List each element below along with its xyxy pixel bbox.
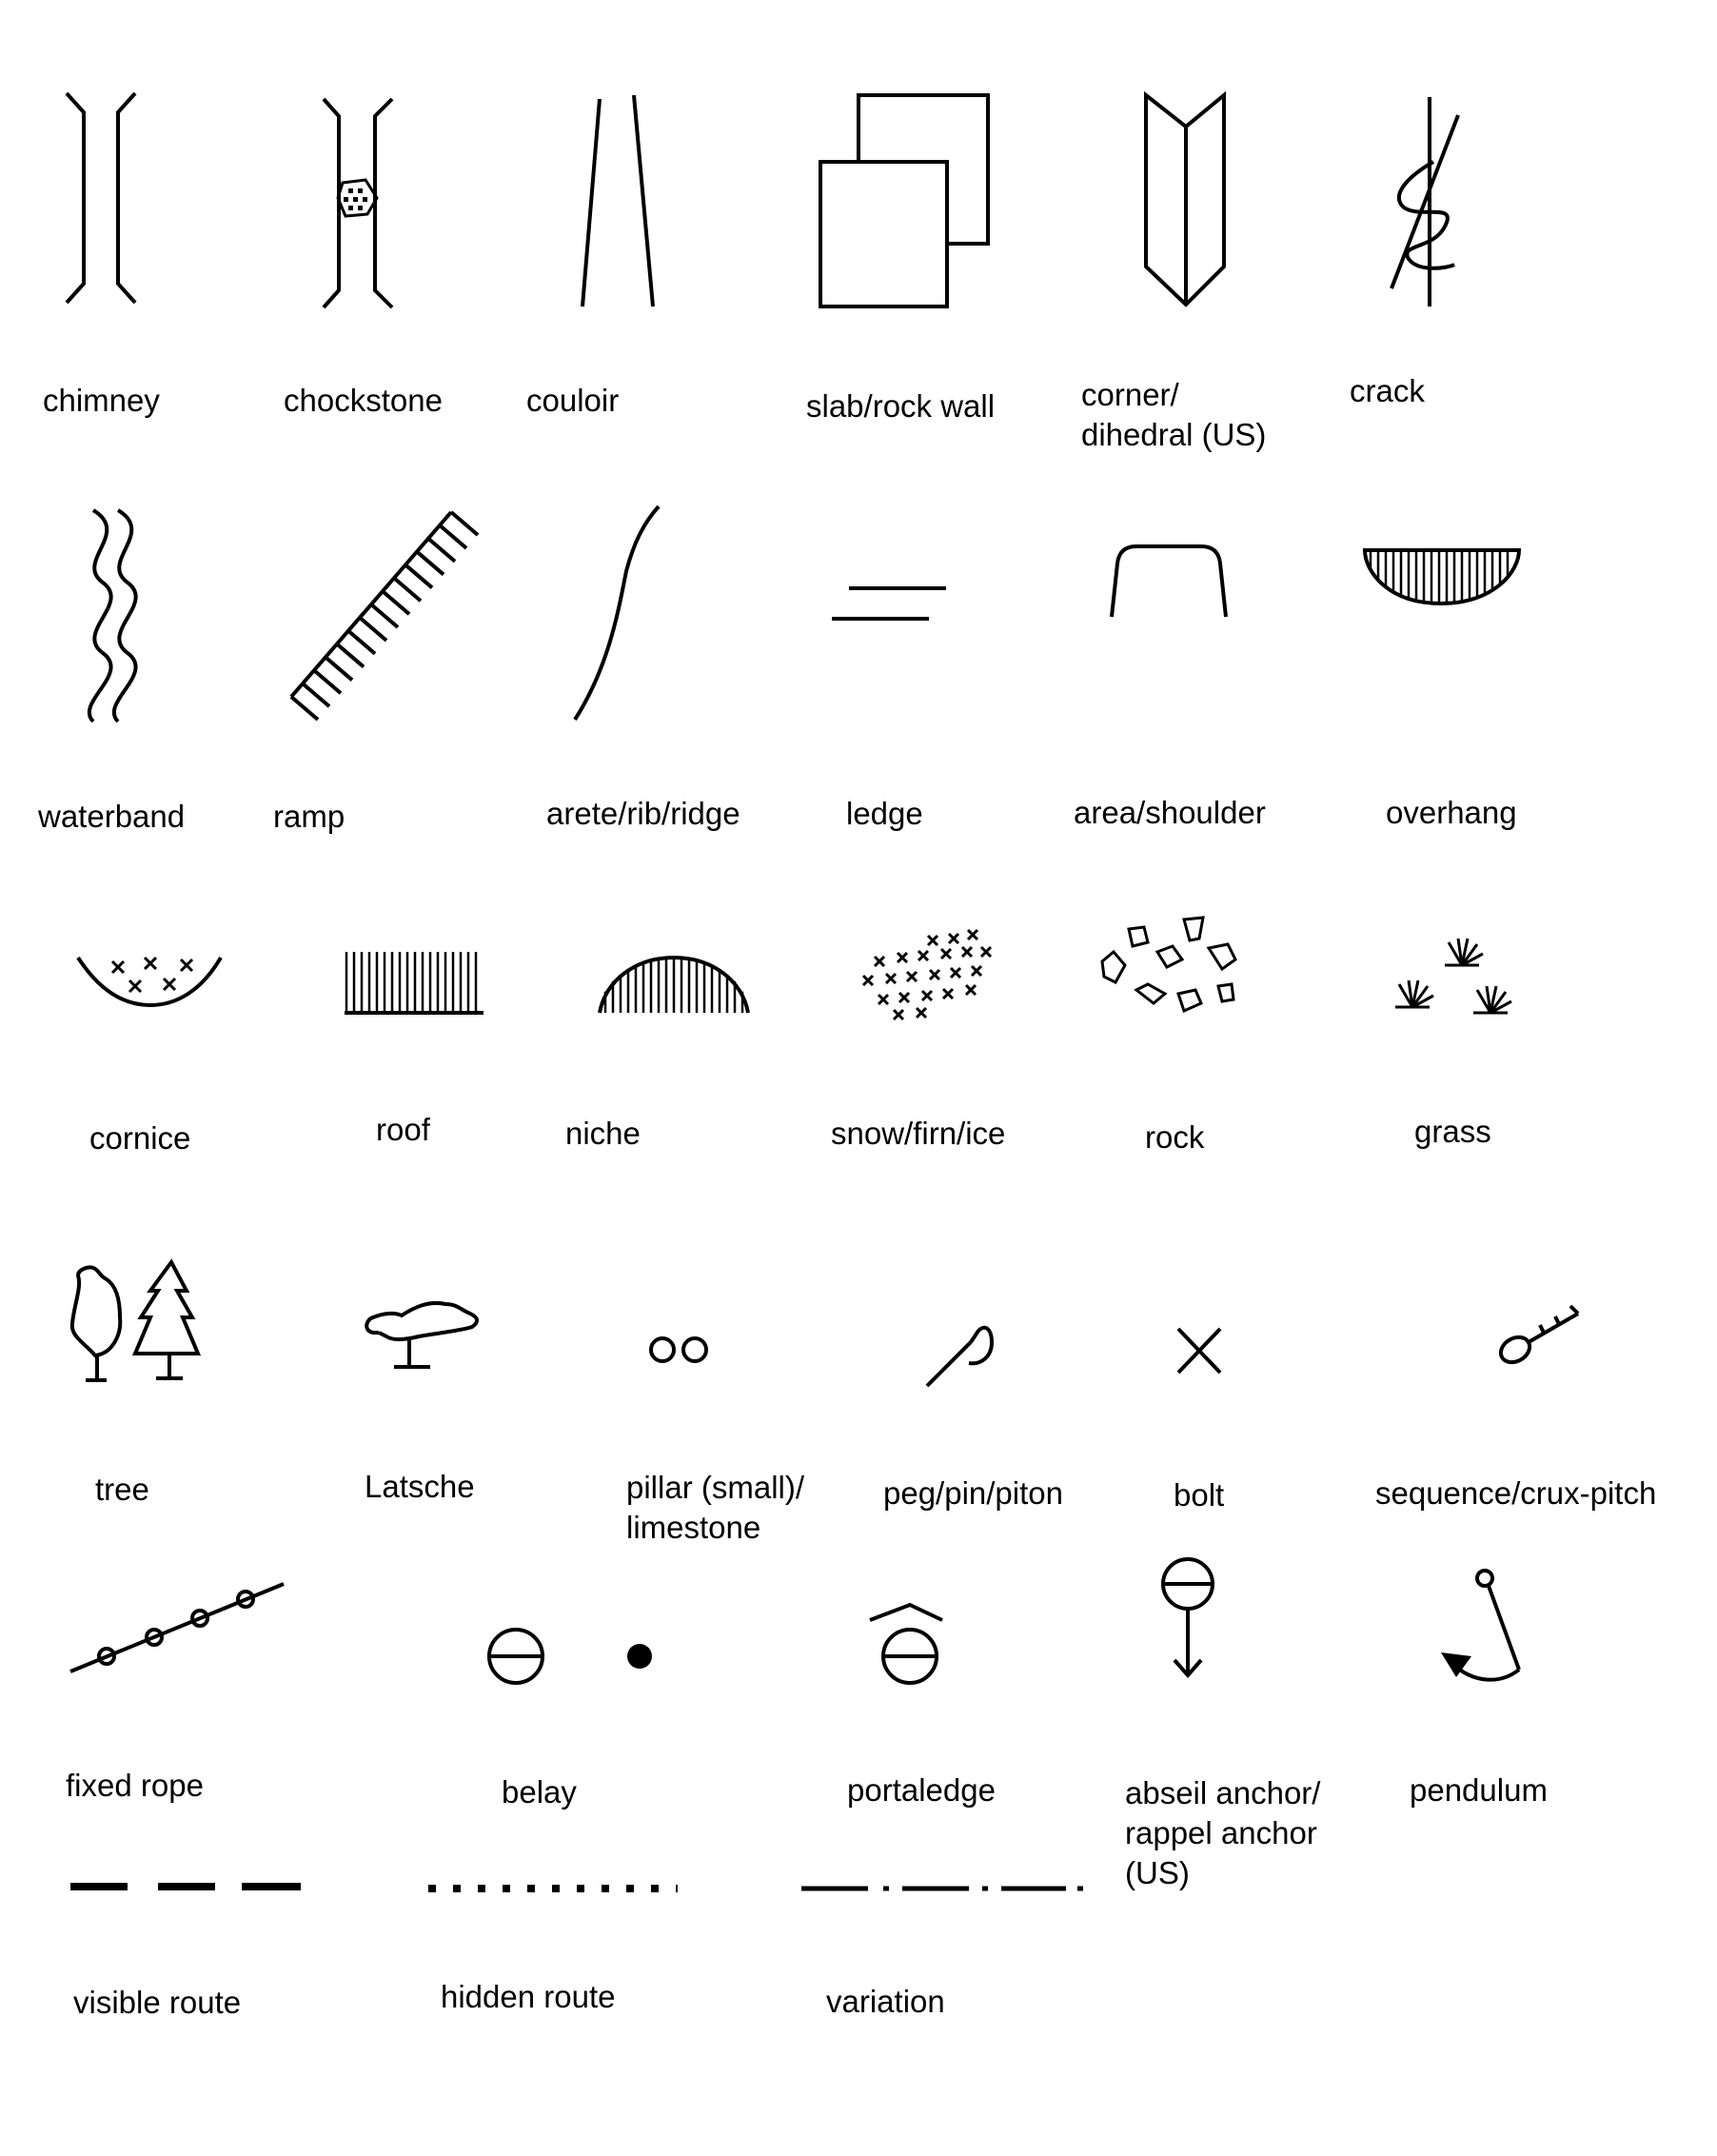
label-fixed-rope: fixed rope [66, 1768, 204, 1803]
label-cornice: cornice [89, 1120, 191, 1156]
chimney-symbol [67, 93, 135, 303]
label-area-shoulder: area/shoulder [1074, 795, 1266, 830]
overhang-symbol [1365, 550, 1519, 603]
label-bolt: bolt [1174, 1477, 1225, 1513]
label-chimney: chimney [43, 383, 160, 418]
snow-firn-ice-symbol [863, 930, 991, 1019]
label-waterband: waterband [38, 799, 186, 834]
ramp-tick [291, 697, 318, 720]
arete-rib-ridge-symbol [575, 506, 659, 720]
tree-symbol [72, 1262, 198, 1380]
crack-symbol [1391, 97, 1458, 307]
ramp-symbol [291, 512, 478, 720]
label-visible-route: visible route [73, 1985, 242, 2020]
label-pendulum: pendulum [1410, 1772, 1548, 1808]
roof-symbol [345, 952, 484, 1013]
label-overhang: overhang [1386, 795, 1517, 830]
ramp-tick [428, 539, 455, 562]
ramp-tick [314, 670, 341, 693]
niche-symbol [600, 958, 748, 1013]
ramp-tick [383, 591, 409, 614]
label-portaledge: portaledge [847, 1772, 996, 1808]
label-arete-rib-ridge: arete/rib/ridge [546, 796, 740, 831]
pendulum-symbol [1441, 1571, 1519, 1680]
fixed-rope-symbol [70, 1584, 284, 1671]
label-crack: crack [1350, 373, 1425, 408]
label-ledge: ledge [846, 796, 923, 831]
label-latsche: Latsche [365, 1469, 475, 1504]
ramp-tick [417, 552, 444, 575]
corner-dihedral-symbol [1146, 95, 1224, 305]
ramp-tick [451, 512, 478, 535]
ramp-tick [337, 644, 364, 667]
ramp-tick [440, 525, 466, 548]
label-tree: tree [95, 1472, 149, 1507]
ramp-tick [405, 564, 432, 587]
ramp-tick [394, 578, 421, 601]
label-slab-rock-wall: slab/rock wall [806, 388, 996, 424]
ramp-tick [360, 618, 386, 641]
label-hidden-route: hidden route [441, 1979, 616, 2014]
ramp-tick [326, 657, 352, 680]
abseil-rappel-anchor-symbol [1163, 1559, 1213, 1675]
label-ramp: ramp [273, 799, 345, 834]
label-abseil-rappel-anchor: abseil anchor/ rappel anchor (US) [1125, 1775, 1321, 1890]
label-snow-firn-ice: snow/firn/ice [831, 1116, 1006, 1151]
sequence-crux-pitch-symbol [1496, 1306, 1578, 1367]
belay-symbol [489, 1630, 652, 1683]
bolt-symbol [1178, 1329, 1220, 1373]
grass-symbol [1395, 939, 1511, 1013]
ramp-tick [371, 604, 398, 627]
couloir-symbol [582, 95, 653, 307]
label-rock: rock [1145, 1119, 1205, 1155]
label-niche: niche [565, 1116, 641, 1151]
slab-rock-wall-symbol [820, 95, 988, 307]
label-peg-pin-piton: peg/pin/piton [883, 1475, 1063, 1511]
ledge-symbol [832, 588, 946, 619]
chockstone-symbol [324, 99, 392, 307]
waterband-symbol [89, 510, 136, 722]
area-shoulder-symbol [1112, 546, 1226, 617]
label-sequence-crux-pitch: sequence/crux-pitch [1375, 1475, 1657, 1511]
ramp-tick [348, 631, 375, 654]
label-chockstone: chockstone [284, 383, 443, 418]
cornice-symbol [78, 958, 221, 1005]
portaledge-symbol [870, 1605, 942, 1683]
pillar-small-limestone-symbol [651, 1338, 706, 1361]
peg-pin-piton-symbol [927, 1328, 992, 1386]
latsche-symbol [366, 1303, 477, 1367]
label-pillar-small-limestone: pillar (small)/ limestone [626, 1470, 805, 1545]
label-corner-dihedral: corner/ dihedral (US) [1081, 377, 1267, 452]
label-belay: belay [502, 1774, 577, 1810]
rock-symbol [1102, 918, 1235, 1011]
ramp-tick [303, 683, 329, 706]
label-variation: variation [826, 1984, 945, 2019]
label-roof: roof [376, 1112, 430, 1147]
label-grass: grass [1414, 1114, 1491, 1149]
label-couloir: couloir [526, 383, 620, 418]
